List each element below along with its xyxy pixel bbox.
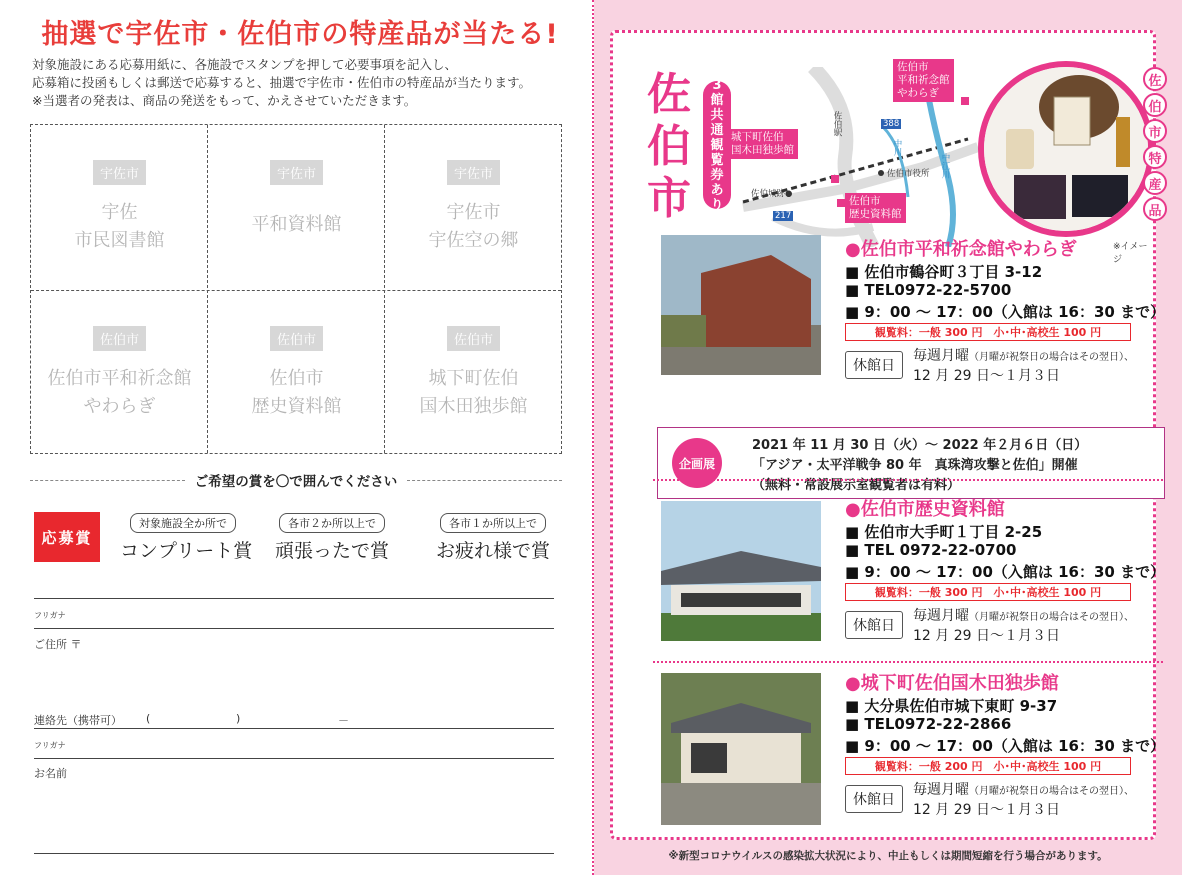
closed-main: 毎週月曜 bbox=[913, 348, 969, 364]
dash-sep: － bbox=[338, 714, 349, 727]
form-rule bbox=[34, 853, 554, 854]
closed-main: 毎週月曜 bbox=[913, 608, 969, 624]
prize-condition: 各市１か所以上で bbox=[440, 513, 546, 533]
stamp-cell[interactable] bbox=[208, 125, 385, 290]
stamp-facility-name: 城下町佐伯 国木田独歩館 bbox=[419, 368, 528, 417]
map-label-rekishi: 佐伯市 歴史資料館 bbox=[845, 193, 906, 223]
divider bbox=[30, 480, 185, 481]
stamp-city-tag: 佐伯市 bbox=[270, 326, 323, 351]
route-217: 217 bbox=[775, 211, 792, 221]
products-photo bbox=[978, 61, 1154, 237]
map-pin-rekishi bbox=[837, 199, 845, 207]
form-rule bbox=[34, 758, 554, 759]
ticket-char: 通 bbox=[710, 122, 724, 138]
prize-option-complete[interactable] bbox=[120, 512, 253, 563]
contact-label: 連絡先（携帯可） bbox=[34, 714, 122, 727]
ticket-char: 観 bbox=[710, 137, 724, 153]
ticket-char: 共 bbox=[710, 107, 724, 123]
saiki-info-page bbox=[594, 0, 1182, 875]
info-card bbox=[610, 30, 1166, 840]
closed-label: 休館日 bbox=[845, 351, 903, 379]
intro-line: 応募箱に投函もしくは郵送で応募すると、抽選で宇佐市・佐伯市の特産品が当たります。 bbox=[32, 75, 532, 90]
stamp-facility-name: 佐伯市 歴史資料館 bbox=[251, 368, 342, 417]
intro-line: ※当選者の発表は、商品の発送をもって、かえさせていただきます。 bbox=[32, 93, 417, 108]
contact-field[interactable] bbox=[150, 708, 550, 730]
stamp-facility-name: 宇佐市 宇佐空の郷 bbox=[428, 202, 519, 251]
facility-photo bbox=[661, 673, 821, 825]
stamp-facility-name: 宇佐 市民図書館 bbox=[74, 202, 165, 251]
river-label: 中江川 bbox=[940, 153, 950, 179]
city-char: 佐 bbox=[647, 69, 691, 120]
map-cityhall: 佐伯市役所 bbox=[887, 169, 930, 179]
facility-name: ●佐伯市歴史資料館 bbox=[845, 499, 1005, 520]
products-char: 品 bbox=[1143, 197, 1167, 221]
products-char: 伯 bbox=[1143, 93, 1167, 117]
facility-tel: ■ TEL0972-22-5700 bbox=[845, 281, 1012, 299]
city-title bbox=[641, 69, 697, 225]
form-rule bbox=[34, 598, 554, 599]
prize-condition: 対象施設全か所で bbox=[130, 513, 236, 533]
stamp-cell[interactable] bbox=[208, 291, 385, 456]
stamp-cell[interactable] bbox=[385, 125, 562, 290]
facility-hours: ■ 9：00 ～ 17：00（入館は 16：30 まで） bbox=[845, 563, 1166, 581]
closed-label: 休館日 bbox=[845, 785, 903, 813]
prize-heading bbox=[30, 470, 562, 490]
closed-label: 休館日 bbox=[845, 611, 903, 639]
prize-option-otsukare[interactable] bbox=[428, 512, 558, 563]
building-photo bbox=[661, 501, 821, 641]
products-char: 特 bbox=[1143, 145, 1167, 169]
exhibit-title: 「アジア・太平洋戦争 80 年 真珠湾攻撃と佐伯」開催 bbox=[752, 458, 1078, 473]
river-label: 中川 bbox=[892, 139, 902, 156]
map-pin-yawaragi bbox=[961, 97, 969, 105]
stamp-facility-name: 佐伯市平和祈念館 やわらぎ bbox=[47, 368, 192, 417]
divider bbox=[653, 479, 1163, 481]
closed-days bbox=[913, 781, 1134, 819]
facility-address: ■ 佐伯市大手町１丁目 2-25 bbox=[845, 523, 1043, 541]
stamp-city-tag: 宇佐市 bbox=[447, 160, 500, 185]
facility-hours: ■ 9：00 ～ 17：00（入館は 16：30 まで） bbox=[845, 303, 1166, 321]
intro-text bbox=[32, 56, 531, 110]
facility-tel: ■ TEL 0972-22-0700 bbox=[845, 541, 1017, 559]
products-char: 佐 bbox=[1143, 67, 1167, 91]
facility-name: ●城下町佐伯国木田独歩館 bbox=[845, 673, 1059, 694]
facility-photo bbox=[661, 235, 821, 375]
area-map bbox=[731, 61, 978, 247]
ticket-char: あ bbox=[710, 182, 724, 198]
name-label: お名前 bbox=[34, 767, 67, 780]
facility-fee: 観覧料：一般 300 円 小･中･高校生 100 円 bbox=[845, 323, 1131, 341]
stamp-grid bbox=[30, 124, 562, 454]
map-pin-cityhall bbox=[878, 170, 884, 176]
address-field[interactable] bbox=[34, 650, 554, 708]
stamp-facility-name: 平和資料館 bbox=[251, 214, 342, 235]
facility-fee: 観覧料：一般 200 円 小･中･高校生 100 円 bbox=[845, 757, 1131, 775]
closed-note: （月曜が祝祭日の場合はその翌日）、 bbox=[969, 352, 1134, 363]
products-char: 市 bbox=[1143, 119, 1167, 143]
prize-condition: 各市２か所以上で bbox=[279, 513, 385, 533]
address-label: ご住所 〒 bbox=[34, 638, 82, 651]
facility-address: ■ 大分県佐伯市城下東町 9-37 bbox=[845, 697, 1058, 715]
facility-photo bbox=[661, 501, 821, 641]
ticket-char: 覧 bbox=[710, 152, 724, 168]
map-station: 佐伯駅 bbox=[832, 111, 842, 137]
facility-tel: ■ TEL0972-22-2866 bbox=[845, 715, 1012, 733]
stamp-cell[interactable] bbox=[31, 125, 208, 290]
stamp-city-tag: 宇佐市 bbox=[270, 160, 323, 185]
ticket-char: 券 bbox=[710, 167, 724, 183]
divider bbox=[407, 480, 562, 481]
route-388: 388 bbox=[883, 119, 900, 129]
stamp-city-tag: 佐伯市 bbox=[447, 326, 500, 351]
map-label-doppo: 城下町佐伯 国木田独歩館 bbox=[727, 129, 798, 159]
prize-name: コンプリート賞 bbox=[120, 540, 253, 562]
building-photo bbox=[661, 235, 821, 375]
prize-label: 応募賞 bbox=[34, 512, 100, 562]
form-rule bbox=[34, 728, 554, 729]
furigana-label: フリガナ bbox=[34, 611, 66, 620]
facility-hours: ■ 9：00 ～ 17：00（入館は 16：30 まで） bbox=[845, 737, 1166, 755]
closed-dates: 12 月 29 日～１月３日 bbox=[913, 628, 1060, 644]
paren-open: ( bbox=[146, 712, 151, 725]
form-rule bbox=[34, 628, 554, 629]
prize-name: お疲れ様で賞 bbox=[435, 540, 550, 562]
prize-name: 頑張ったで賞 bbox=[274, 540, 389, 562]
furigana-label: フリガナ bbox=[34, 741, 66, 750]
exhibit-fee: （無料・常設展示室観覧者は有料） bbox=[752, 478, 961, 493]
map-label-yawaragi: 佐伯市 平和祈念館 やわらぎ bbox=[893, 59, 954, 102]
ticket-char: り bbox=[710, 197, 724, 213]
footnote: ※新型コロナウイルスの感染拡大状況により、中止もしくは期間短縮を行う場合があります。 bbox=[668, 850, 1108, 862]
closed-main: 毎週月曜 bbox=[913, 782, 969, 798]
image-note: ※イメージ bbox=[1113, 242, 1148, 265]
closed-note: （月曜が祝祭日の場合はその翌日）、 bbox=[969, 786, 1134, 797]
city-char: 伯 bbox=[647, 121, 691, 172]
products-char: 産 bbox=[1143, 171, 1167, 195]
prize-option-ganbatta[interactable] bbox=[272, 512, 392, 563]
closed-dates: 12 月 29 日～１月３日 bbox=[913, 368, 1060, 384]
map-pin-doppo bbox=[831, 175, 839, 183]
name-field[interactable] bbox=[34, 780, 554, 850]
closed-dates: 12 月 29 日～１月３日 bbox=[913, 802, 1060, 818]
products-image bbox=[984, 67, 1148, 231]
closed-note: （月曜が祝祭日の場合はその翌日）、 bbox=[969, 612, 1134, 623]
city-char: 市 bbox=[647, 173, 691, 224]
exhibit-badge: 企画展 bbox=[672, 438, 722, 488]
ticket-char: 3 bbox=[712, 77, 722, 93]
exhibit-dates: 2021 年 11 月 30 日（火）～ 2022 年２月６日（日） bbox=[752, 438, 1088, 453]
closed-days bbox=[913, 607, 1134, 645]
page-title: 抽選で宇佐市・佐伯市の特産品が当たる! bbox=[41, 19, 559, 50]
products-label bbox=[1143, 67, 1167, 221]
facility-address: ■ 佐伯市鶴谷町３丁目 3-12 bbox=[845, 263, 1043, 281]
prize-heading-text: ご希望の賞を〇で囲んでください bbox=[194, 474, 398, 490]
intro-line: 対象施設にある応募用紙に、各施設でスタンプを押して必要事項を記入し、 bbox=[32, 57, 458, 72]
ticket-char: 館 bbox=[710, 92, 724, 108]
facility-fee: 観覧料：一般 300 円 小･中･高校生 100 円 bbox=[845, 583, 1131, 601]
facility-name: ●佐伯市平和祈念館やわらぎ bbox=[845, 239, 1077, 260]
closed-days bbox=[913, 347, 1134, 385]
stamp-cell[interactable] bbox=[31, 291, 208, 456]
map-castle: 佐伯城跡● bbox=[751, 189, 793, 199]
special-exhibition bbox=[657, 427, 1165, 499]
stamp-city-tag: 佐伯市 bbox=[93, 326, 146, 351]
stamp-city-tag: 宇佐市 bbox=[93, 160, 146, 185]
paren-close: ) bbox=[236, 712, 241, 725]
divider bbox=[653, 661, 1163, 663]
stamp-cell[interactable] bbox=[385, 291, 562, 456]
building-photo bbox=[661, 673, 821, 825]
